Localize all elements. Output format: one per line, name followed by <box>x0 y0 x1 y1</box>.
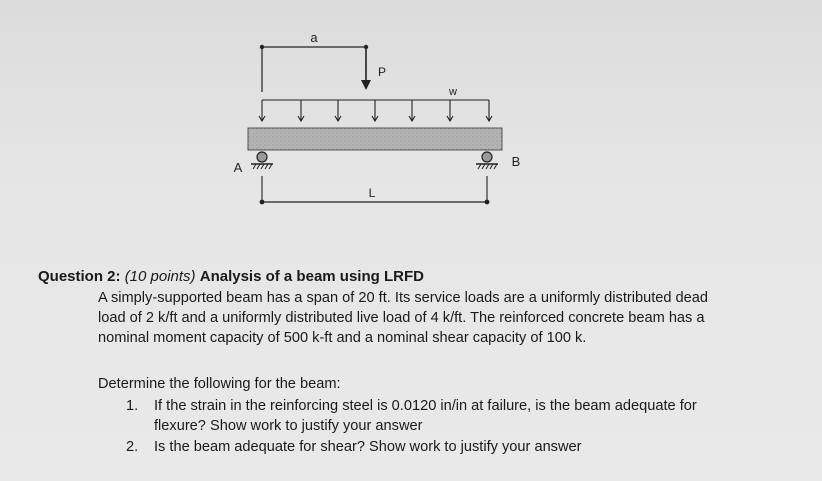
label-w: w <box>449 86 457 98</box>
label-L: L <box>368 186 376 200</box>
distributed-load-w <box>259 100 492 121</box>
problem-line: A simply-supported beam has a span of 20 ft. Its service loads are a uniformly distributed dead <box>98 290 709 306</box>
determine-prompt: Determine the following for the beam: <box>98 376 341 392</box>
problem-line: load of 2 k/ft and a uniformly distributed live load of 4 k/ft. The reinforced concrete beam has a <box>98 310 705 326</box>
question-points: (10 points) <box>124 268 196 285</box>
label-A: A <box>233 160 243 175</box>
question-number: Question 2: <box>38 268 121 285</box>
task-line: flexure? Show work to justify your answer <box>154 418 423 434</box>
point-load-p-arrow <box>361 47 371 90</box>
task-number: 2. <box>126 439 139 455</box>
support-a <box>251 152 273 169</box>
task-line: If the strain in the reinforcing steel is 0.0120 in/in at failure, is the beam adequate for <box>154 398 697 414</box>
support-b <box>476 152 498 169</box>
question-heading <box>38 268 424 285</box>
dimension-a <box>260 45 368 92</box>
task-number: 1. <box>126 398 139 414</box>
label-p: P <box>378 65 387 79</box>
task-line: Is the beam adequate for shear? Show work to justify your answer <box>154 439 582 455</box>
problem-statement <box>98 288 788 348</box>
problem-line: nominal moment capacity of 500 k-ft and a nominal shear capacity of 100 k. <box>98 330 587 346</box>
question-title: Analysis of a beam using LRFD <box>199 268 424 285</box>
concrete-beam <box>248 128 502 150</box>
label-B: B <box>511 154 521 169</box>
label-a: a <box>310 30 318 45</box>
